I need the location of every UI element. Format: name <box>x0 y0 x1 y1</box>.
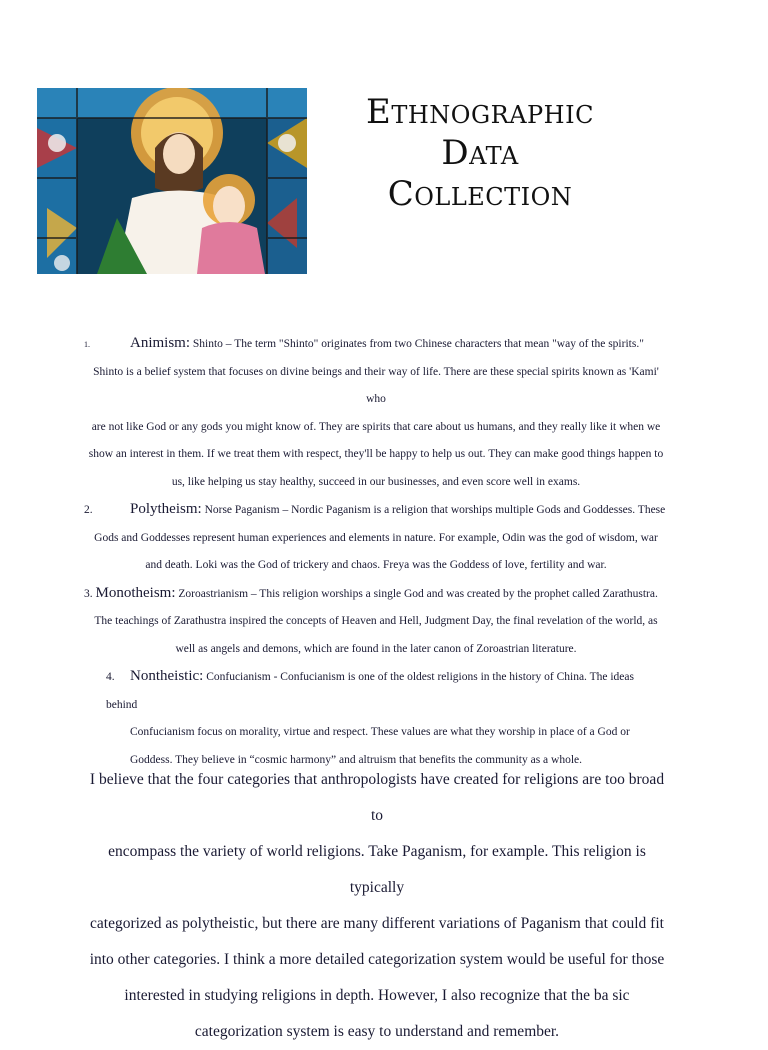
paragraph-line: categorized as polytheistic, but there are many different variations of Paganism that could fit <box>90 915 664 932</box>
title-line-1: Ethnographic <box>366 92 594 132</box>
list-text-line: Gods and Goddesses represent human experiences and elements in nature. For example, Odin was the god of wisdom, war <box>94 531 658 544</box>
paragraph-line: interested in studying religions in depth. However, I also recognize that the ba sic <box>124 987 630 1004</box>
list-item <box>84 663 668 774</box>
paragraph-line: categorization system is easy to understand and remember. <box>194 1023 560 1040</box>
list-text-line: are not like God or any gods you might know of. They are spirits that care about us humans, and they really like it when we <box>91 420 661 433</box>
list-text: Zoroastrianism – This religion worships a single God and was created by the prophet called Zarathustra. <box>178 587 658 600</box>
list-text-line: The teachings of Zarathustra inspired the concepts of Heaven and Hell, Judgment Day, the final revelation of the world, as <box>94 615 658 627</box>
stained-glass-image <box>37 88 307 274</box>
title-line-2: Data <box>441 133 519 173</box>
stained-glass-icon <box>37 88 307 274</box>
list-text-line: show an interest in them. If we treat them with respect, they'll be happy to help us out. They can make good things happen to <box>88 448 664 460</box>
title-line-3: Collection <box>387 174 573 214</box>
paragraph-line: into other categories. I think a more detailed categorization system would be useful for those <box>89 951 665 968</box>
list-text-line: well as angels and demons, which are found in the later canon of Zoroastrian literature. <box>175 642 577 655</box>
list-item <box>84 580 668 664</box>
list-text-line: and death. Loki was the God of trickery and chaos. Freya was the Goddess of love, fertility and war. <box>145 559 607 571</box>
list-number: 1. <box>84 340 90 349</box>
list-number: 2. <box>84 504 93 516</box>
list-text-line: Confucianism focus on morality, virtue and respect. These values are what they worship in place of a God or <box>130 726 630 738</box>
list-item <box>84 496 668 580</box>
list-term: Animism: <box>130 335 191 351</box>
list-text-line: Goddess. They believe in “cosmic harmony” and altruism that benefits the community as a whole. <box>130 753 583 766</box>
list-number: 4. <box>106 671 115 683</box>
list-text-line: Shinto is a belief system that focuses on divine beings and their way of life. There are these special spirits known as 'Kami' who <box>93 365 659 405</box>
list-term: Polytheism: <box>130 501 202 517</box>
paragraph-line: I believe that the four categories that anthropologists have created for religions are too broad to <box>89 771 665 824</box>
list-item <box>84 330 668 496</box>
religion-categories-list <box>84 330 668 774</box>
list-number: 3. <box>84 587 93 600</box>
reflection-paragraph <box>84 762 670 1050</box>
page-title <box>320 92 640 215</box>
list-term: Nontheistic: <box>130 668 204 684</box>
list-text: Confucianism - Confucianism is one of the oldest religions in the history of China. The ideas behind <box>106 671 634 711</box>
list-text-line: us, like helping us stay healthy, succeed in our businesses, and even score well in exams. <box>171 475 581 488</box>
list-text: Shinto – The term "Shinto" originates from two Chinese characters that mean "way of the spirits." <box>192 338 644 350</box>
paragraph-line: encompass the variety of world religions. Take Paganism, for example. This religion is typically <box>108 843 646 896</box>
list-term: Monotheism: <box>95 584 176 601</box>
list-text: Norse Paganism – Nordic Paganism is a religion that worships multiple Gods and Goddesses. These <box>204 504 666 516</box>
